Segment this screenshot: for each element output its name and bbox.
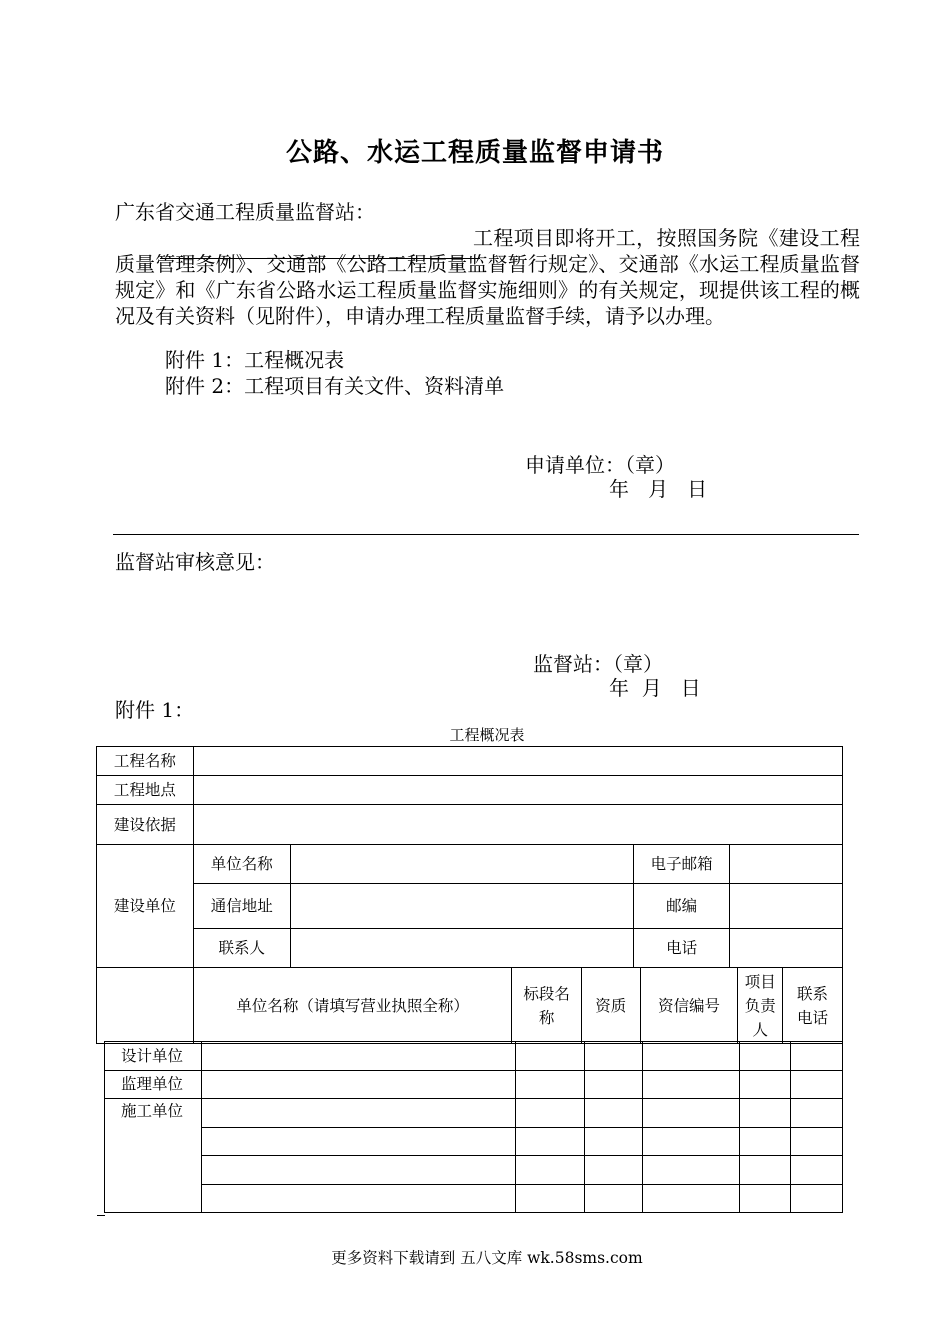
input-design-credit[interactable] xyxy=(643,1042,740,1071)
input-builder-postcode[interactable] xyxy=(730,884,843,929)
input-supervision-leader[interactable] xyxy=(740,1070,791,1099)
input-construction-leader[interactable] xyxy=(740,1184,791,1213)
header-qualification: 资质 xyxy=(582,968,641,1043)
label-supervision-unit: 监理单位 xyxy=(105,1070,202,1099)
table-edge-mark xyxy=(97,1215,105,1216)
units-header-row xyxy=(194,968,842,1043)
input-construction-leader[interactable] xyxy=(740,1127,791,1156)
input-design-section[interactable] xyxy=(516,1042,585,1071)
input-design-qualification[interactable] xyxy=(585,1042,643,1071)
applicant-label: 申请单位：（章） xyxy=(525,453,675,477)
header-section-name: 标段名称 xyxy=(512,968,582,1043)
input-construction-qualification[interactable] xyxy=(585,1099,643,1128)
label-construction-unit: 施工单位 xyxy=(105,1099,202,1213)
footer-text: 更多资料下载请到 五八文库 wk.58sms.com xyxy=(331,1249,643,1267)
label-builder: 建设单位 xyxy=(97,845,194,968)
input-builder-email[interactable] xyxy=(730,845,843,884)
input-construction-credit[interactable] xyxy=(643,1184,740,1213)
header-unit-name-full: 单位名称（请填写营业执照全称） xyxy=(194,968,512,1043)
label-builder-contact: 联系人 xyxy=(193,929,290,968)
input-construction-credit[interactable] xyxy=(643,1127,740,1156)
label-builder-unit-name: 单位名称 xyxy=(193,845,290,884)
page-title: 公路、水运工程质量监督申请书 xyxy=(285,138,664,168)
attachment-item-2: 附件 2：工程项目有关文件、资料清单 xyxy=(165,374,505,398)
input-project-name[interactable] xyxy=(193,747,842,776)
input-project-location[interactable] xyxy=(193,776,842,805)
input-construction-unit-name[interactable] xyxy=(201,1127,516,1156)
label-project-location: 工程地点 xyxy=(97,776,194,805)
input-construction-basis[interactable] xyxy=(193,805,842,845)
body-paragraph: 工程项目即将开工，按照国务院《建设工程质量管理条例》、交通部《公路工程质量监督暂行规定》、交通部《水运工程质量监督规定》和《广东省公路水运工程质量监督实施细则》的有关规定，现提供该工程的概况及有关资料（见附件），申请办理工程质量监督手续，请予以办理。 xyxy=(115,226,860,328)
input-construction-section[interactable] xyxy=(516,1184,585,1213)
input-builder-contact[interactable] xyxy=(290,929,634,968)
participating-units-table xyxy=(104,1041,843,1213)
strike-through-line xyxy=(160,258,480,259)
input-construction-leader[interactable] xyxy=(740,1099,791,1128)
input-design-leader[interactable] xyxy=(740,1042,791,1071)
input-construction-phone[interactable] xyxy=(791,1156,843,1185)
units-header-blank xyxy=(97,968,194,1044)
input-construction-qualification[interactable] xyxy=(585,1184,643,1213)
input-construction-section[interactable] xyxy=(516,1127,585,1156)
addressee: 广东省交通工程质量监督站： xyxy=(115,200,375,224)
label-builder-address: 通信地址 xyxy=(193,884,290,929)
input-supervision-credit[interactable] xyxy=(643,1070,740,1099)
input-design-unit-name[interactable] xyxy=(201,1042,516,1071)
header-contact-phone: 联系电话 xyxy=(796,984,828,1027)
input-construction-unit-name[interactable] xyxy=(201,1156,516,1185)
input-construction-credit[interactable] xyxy=(643,1156,740,1185)
input-construction-qualification[interactable] xyxy=(585,1156,643,1185)
attachment-item-1: 附件 1：工程概况表 xyxy=(165,348,345,372)
input-construction-phone[interactable] xyxy=(791,1184,843,1213)
input-construction-phone[interactable] xyxy=(791,1127,843,1156)
label-builder-postcode: 邮编 xyxy=(634,884,730,929)
label-builder-email: 电子邮箱 xyxy=(634,845,730,884)
label-builder-phone: 电话 xyxy=(634,929,730,968)
label-design-unit: 设计单位 xyxy=(105,1042,202,1071)
station-label: 监督站：（章） xyxy=(533,652,663,676)
input-construction-unit-name[interactable] xyxy=(201,1099,516,1128)
input-construction-section[interactable] xyxy=(516,1099,585,1128)
input-supervision-phone[interactable] xyxy=(791,1070,843,1099)
input-construction-phone[interactable] xyxy=(791,1099,843,1128)
input-builder-unit-name[interactable] xyxy=(290,845,634,884)
input-design-phone[interactable] xyxy=(791,1042,843,1071)
header-credit-number: 资信编号 xyxy=(640,968,738,1043)
input-supervision-unit-name[interactable] xyxy=(201,1070,516,1099)
label-construction-basis: 建设依据 xyxy=(97,805,194,845)
input-construction-qualification[interactable] xyxy=(585,1127,643,1156)
input-supervision-section[interactable] xyxy=(516,1070,585,1099)
applicant-date: 年 月 日 xyxy=(609,477,708,501)
input-construction-unit-name[interactable] xyxy=(201,1184,516,1213)
input-construction-section[interactable] xyxy=(516,1156,585,1185)
review-label: 监督站审核意见： xyxy=(115,550,275,574)
input-supervision-qualification[interactable] xyxy=(585,1070,643,1099)
input-construction-leader[interactable] xyxy=(740,1156,791,1185)
project-overview-table xyxy=(96,746,843,1044)
table-title: 工程概况表 xyxy=(449,726,525,744)
input-builder-address[interactable] xyxy=(290,884,634,929)
header-project-leader: 项目负责人 xyxy=(738,968,782,1043)
input-builder-phone[interactable] xyxy=(730,929,843,968)
attachment1-heading: 附件 1： xyxy=(115,698,195,722)
input-construction-credit[interactable] xyxy=(643,1099,740,1128)
divider xyxy=(113,534,859,535)
label-project-name: 工程名称 xyxy=(97,747,194,776)
station-date: 年 月 日 xyxy=(609,676,701,700)
